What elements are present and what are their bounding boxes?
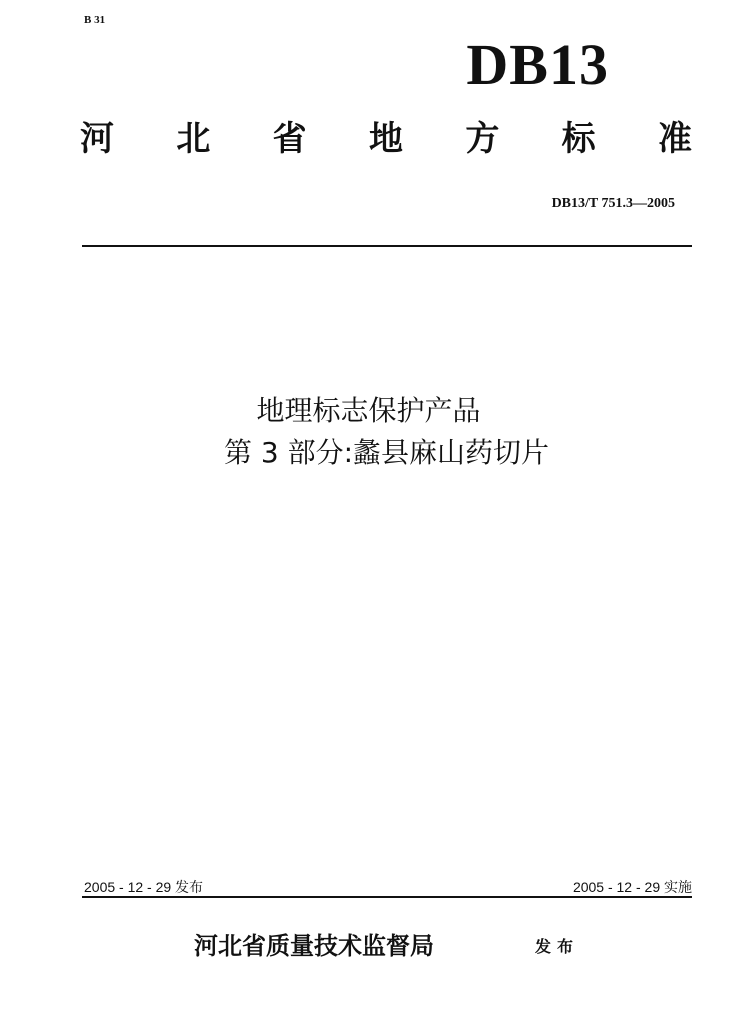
standard-number: DB13/T 751.3—2005 (551, 196, 675, 211)
standard-type-char: 标 (561, 119, 596, 159)
publish-date: 2005 - 12 - 29 发布 (84, 879, 204, 895)
standard-type-char: 地 (368, 119, 403, 159)
standard-type-char: 省 (272, 119, 307, 159)
standard-type-char: 方 (465, 119, 500, 159)
standard-code: DB13 (466, 32, 609, 97)
effective-date: 2005 - 12 - 29 实施 (572, 879, 692, 895)
classification-code: B 31 (84, 14, 106, 26)
standard-type-char: 准 (657, 119, 692, 159)
issue-label: 发布 (535, 937, 580, 956)
title-line-2: 第 3 部分:蠡县麻山药切片 (223, 436, 550, 469)
footer-divider (82, 896, 692, 898)
document-title (0, 390, 737, 474)
issuing-authority: 河北省质量技术监督局 (194, 932, 434, 960)
standard-type-char: 河 (80, 119, 114, 159)
header-divider (82, 245, 692, 247)
standard-type-char: 北 (176, 119, 211, 159)
title-line-1: 地理标志保护产品 (256, 394, 481, 427)
standard-type-heading (80, 119, 692, 159)
